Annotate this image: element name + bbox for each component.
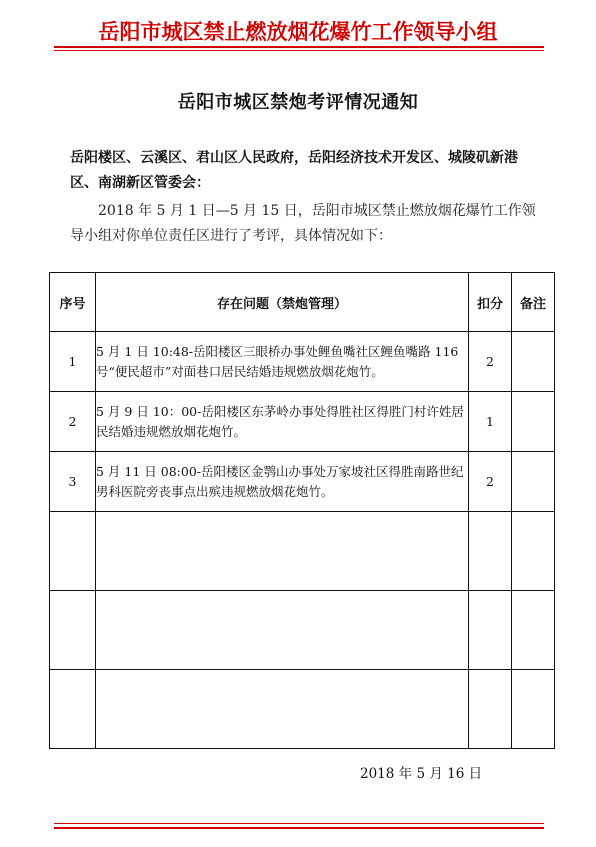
row-remarks [512,452,555,512]
header-rule-thick [54,46,544,48]
table-row [50,392,555,452]
header-issue: 存在问题（禁炮管理） [96,273,469,332]
header-rule-thin [54,50,544,51]
row-deduction: 1 [469,392,512,452]
header-seq: 序号 [50,273,96,332]
empty-cell [512,512,555,591]
empty-cell [96,591,469,670]
issue-date: 2018 年 5 月 16 日 [360,766,483,782]
empty-cell [50,512,96,591]
table-row-empty [50,670,555,749]
footer-rule-thick [54,827,544,829]
row-deduction: 2 [469,332,512,392]
empty-cell [469,670,512,749]
empty-cell [50,591,96,670]
footer-rule-thin [54,823,544,824]
row-seq: 3 [50,452,96,512]
empty-cell [96,512,469,591]
assessment-table [49,272,555,749]
table-row [50,452,555,512]
table-header-row [50,273,555,332]
header-remarks: 备注 [512,273,555,332]
row-deduction: 2 [469,452,512,512]
row-issue: 5 月 11 日 08:00-岳阳楼区金鹗山办事处万家坡社区得胜南路世纪男科医院旁丧事点出殡违规燃放烟花炮竹。 [96,452,469,512]
row-issue: 5 月 9 日 10：00-岳阳楼区东茅岭办事处得胜社区得胜门村许姓居民结婚违规燃放烟花炮竹。 [96,392,469,452]
table-row-empty [50,512,555,591]
row-remarks [512,332,555,392]
body-paragraph: 2018 年 5 月 1 日—5 月 15 日，岳阳市城区禁止燃放烟花爆竹工作领导小组对你单位责任区进行了考评，具体情况如下： [70,203,536,244]
empty-cell [50,670,96,749]
empty-cell [512,591,555,670]
empty-cell [469,591,512,670]
row-seq: 1 [50,332,96,392]
row-seq: 2 [50,392,96,452]
row-issue: 5 月 1 日 10:48-岳阳楼区三眼桥办事处鲤鱼嘴社区鲤鱼嘴路 116 号“便民超市”对面巷口居民结婚违规燃放烟花炮竹。 [96,332,469,392]
empty-cell [512,670,555,749]
table-row-empty [50,591,555,670]
addressee-text: 岳阳楼区、云溪区、君山区人民政府，岳阳经济技术开发区、城陵矶新港区、南湖新区管委会： [70,150,518,191]
row-remarks [512,392,555,452]
empty-cell [96,670,469,749]
empty-cell [469,512,512,591]
document-title: 岳阳市城区禁炮考评情况通知 [177,92,419,113]
header-org-title: 岳阳市城区禁止燃放烟花爆竹工作领导小组 [98,19,498,44]
header-deduction: 扣分 [469,273,512,332]
table-row [50,332,555,392]
